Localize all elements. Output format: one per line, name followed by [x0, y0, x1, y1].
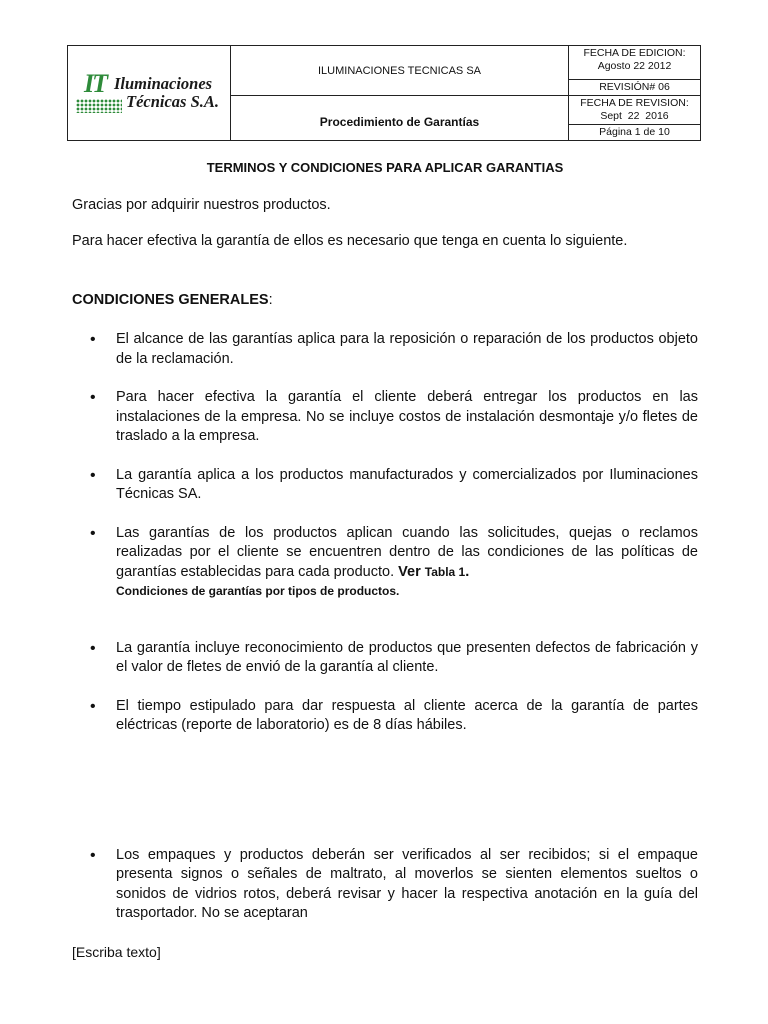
procedure-name: Procedimiento de Garantías: [231, 96, 569, 140]
edition-date: Agosto 22 2012: [597, 60, 672, 72]
list-item: [72, 330, 698, 369]
logo-line2: Técnicas S.A.: [126, 92, 220, 111]
list-item: [72, 697, 698, 736]
revision-meta: [569, 96, 700, 140]
list-item-text: Los empaques y productos deberán ser verificados al ser recibidos; si el empaque presenta signos o señales de maltrato, al moverlos se sienten elementos sueltos o sonidos de vidrios rotos, deberá revisar y hacer la respectiva anotación en la guía del trasportador. No se aceptaran: [116, 846, 698, 921]
document-header: [67, 45, 701, 141]
logo-wordmark: [114, 75, 219, 111]
section-heading: [72, 291, 698, 311]
revision-date: Sept 22 2016: [600, 110, 669, 122]
table-reference-dot: .: [465, 563, 470, 580]
list-item-text: El tiempo estipulado para dar respuesta al cliente acerca de la garantía de partes eléctricas (reporte de laboratorio) es de 8 días hábiles.: [116, 697, 698, 733]
list-item: [72, 524, 698, 602]
section-heading-colon: :: [268, 291, 273, 308]
list-item: [72, 388, 698, 447]
section-heading-text: CONDICIONES GENERALES: [72, 291, 269, 308]
list-item: [72, 846, 698, 924]
intro-paragraph-2: Para hacer efectiva la garantía de ellos es necesario que tenga en cuenta lo siguiente.: [72, 233, 628, 249]
logo-line1: Iluminaciones: [114, 74, 213, 93]
table-reference-caption: Condiciones de garantías por tipos de productos.: [116, 584, 400, 598]
logo-initials: IT: [84, 69, 106, 98]
revision-date-label: FECHA DE REVISION:: [580, 97, 689, 109]
list-item-text: Para hacer efectiva la garantía el cliente deberá entregar los productos en las instalaciones de la empresa. No se incluye costos de instalación desmontaje y/o fletes de traslado a la empresa.: [116, 389, 698, 444]
company-logo: [68, 46, 231, 140]
logo-dot-pattern-icon: [76, 99, 122, 113]
document-body: [72, 158, 698, 924]
list-item-text: Las garantías de los productos aplican cuando las solicitudes, quejas o reclamos realizadas por el cliente se encuentren dentro de las condiciones de las políticas de garantías establecidas para cada producto.: [116, 524, 698, 580]
edition-meta: [569, 46, 700, 96]
list-item: [72, 639, 698, 678]
revision-number: REVISIÓN# 06: [599, 81, 670, 93]
document-title: TERMINOS Y CONDICIONES PARA APLICAR GARANTIAS: [206, 160, 564, 175]
list-item: [72, 466, 698, 505]
list-item-text: La garantía incluye reconocimiento de productos que presenten defectos de fabricación y el valor de fletes de envió de la garantía al cliente.: [116, 639, 698, 675]
list-item-text: El alcance de las garantías aplica para la reposición o reparación de los productos objeto de la reclamación.: [116, 331, 698, 367]
logo-mark: [74, 71, 122, 115]
table-reference-label: Tabla 1: [424, 564, 466, 579]
footer-placeholder: [Escriba texto]: [72, 944, 161, 960]
intro-paragraph-1: Gracias por adquirir nuestros productos.: [72, 196, 331, 213]
edition-label: FECHA DE EDICION:: [583, 47, 686, 59]
list-item-text: La garantía aplica a los productos manufacturados y comercializados por Iluminaciones Técnicas SA.: [116, 466, 698, 502]
conditions-list: [72, 330, 698, 924]
company-name: ILUMINACIONES TECNICAS SA: [231, 46, 569, 96]
page-number: Página 1 de 10: [599, 126, 670, 138]
edition-date-block: [569, 46, 700, 80]
revision-date-block: [569, 96, 700, 125]
table-reference-ver: Ver: [398, 563, 421, 580]
